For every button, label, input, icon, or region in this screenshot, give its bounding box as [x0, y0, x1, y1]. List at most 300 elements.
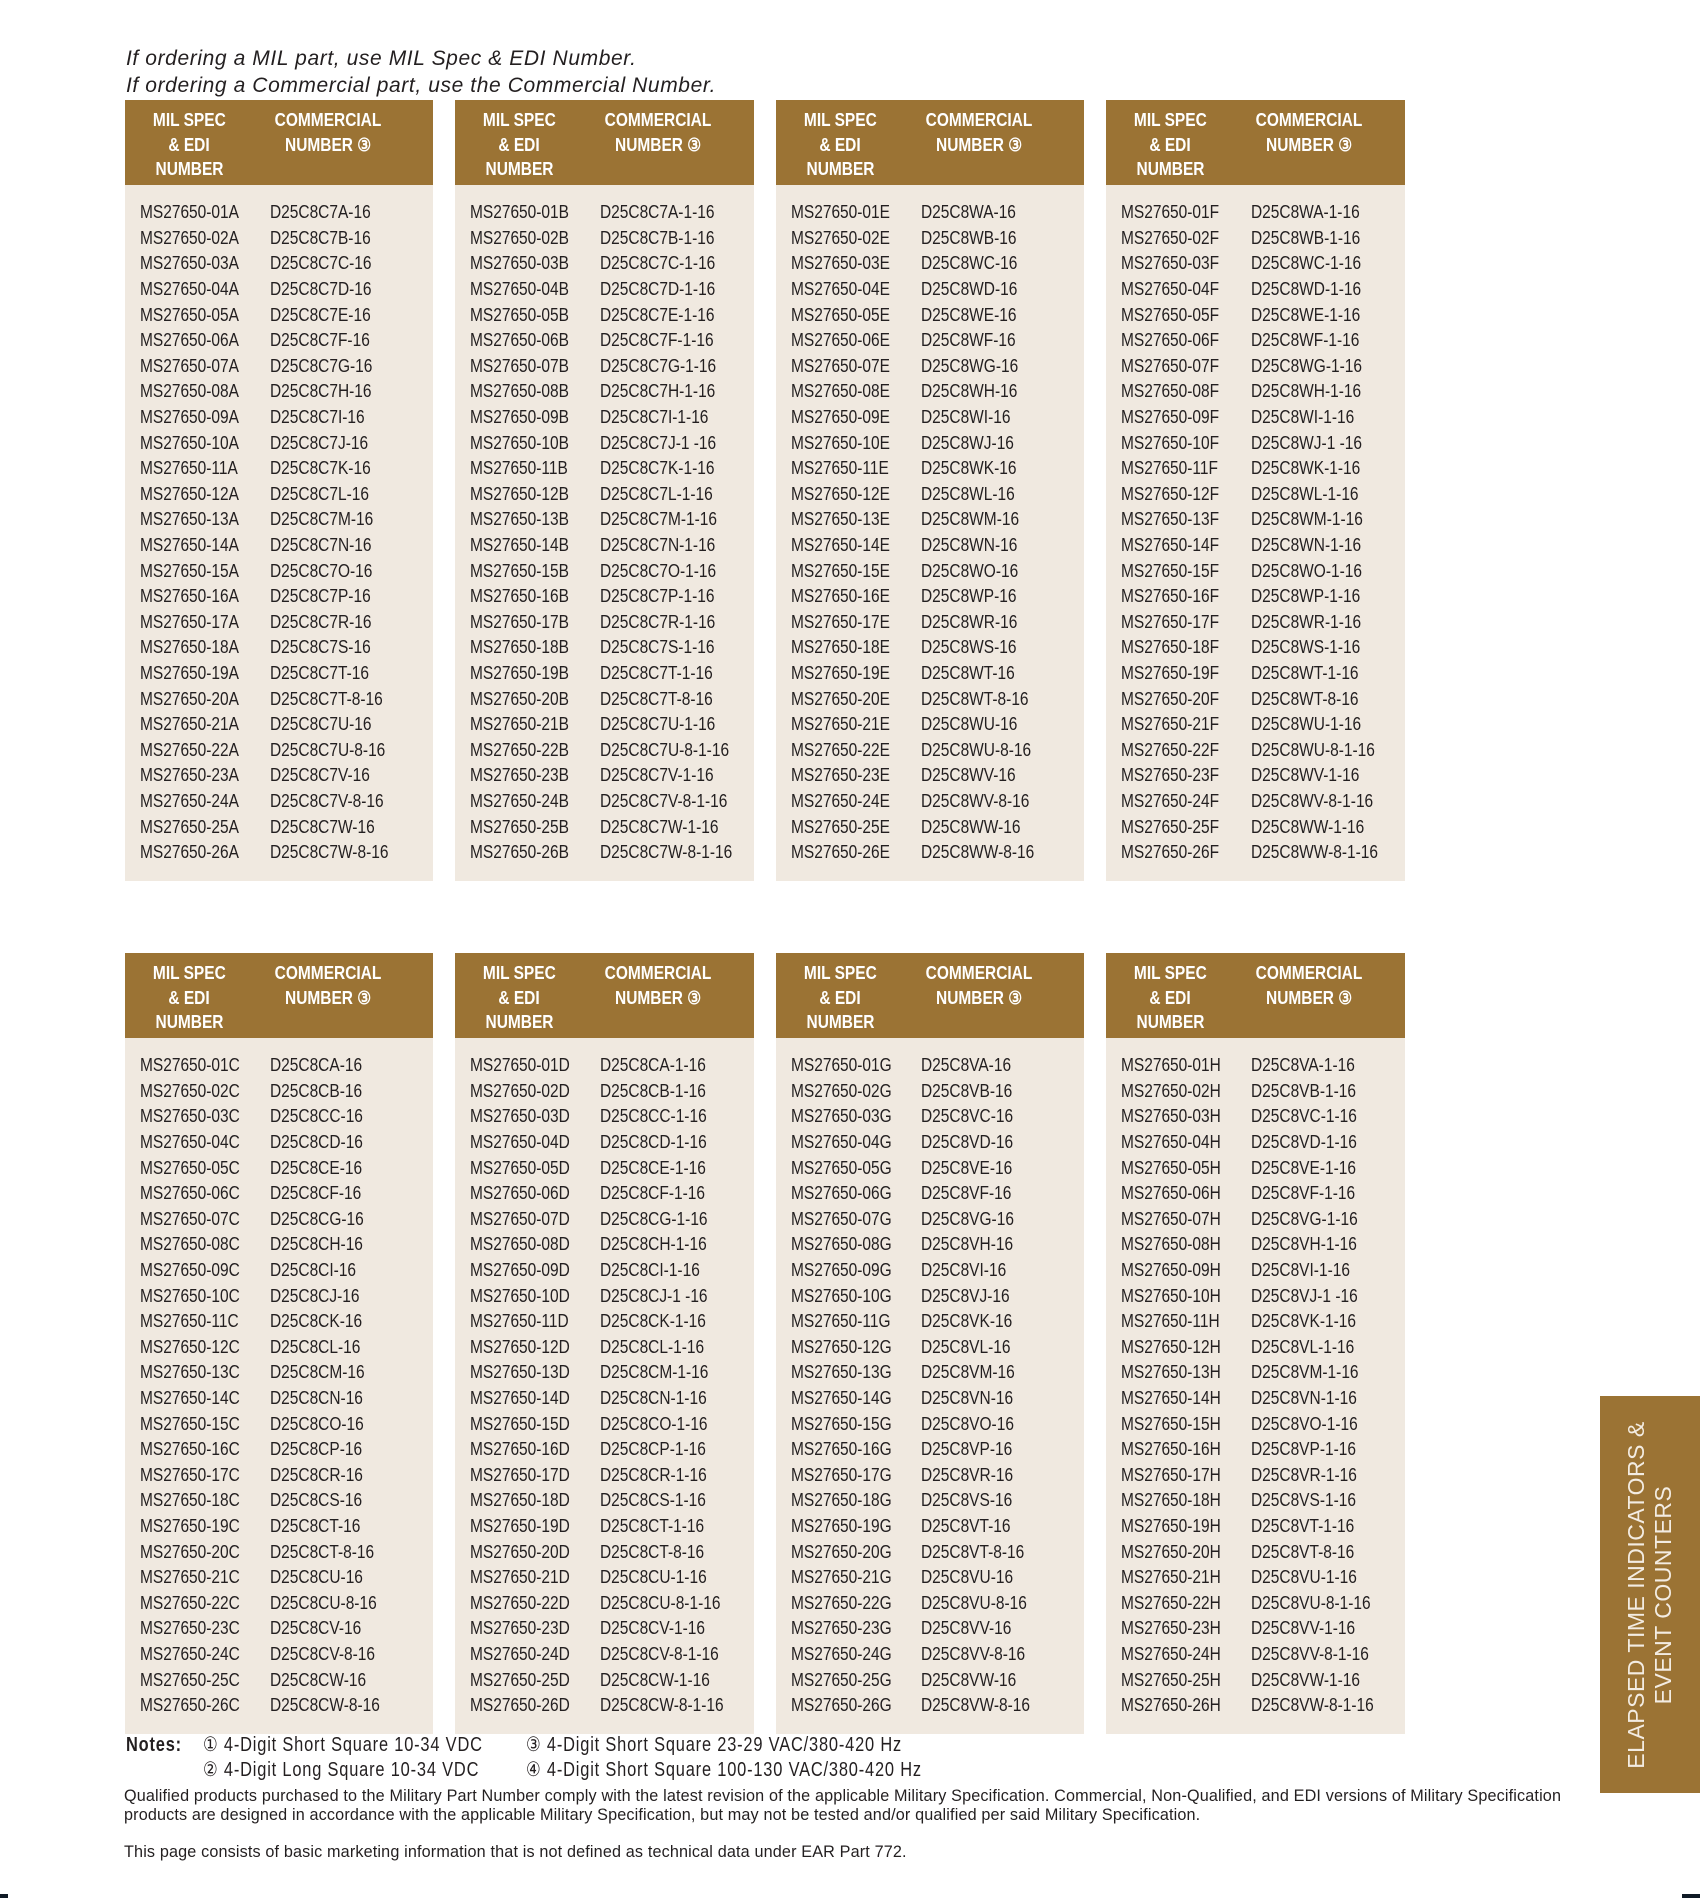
commercial-number: D25C8C7O-1-16 — [600, 560, 717, 581]
ordering-instruction-mil: If ordering a MIL part, use MIL Spec & EDI Number. — [126, 47, 637, 70]
commercial-number: D25C8CR-16 — [270, 1464, 363, 1485]
table-row — [776, 405, 1084, 431]
mil-spec-number: MS27650-09F — [1121, 407, 1220, 428]
commercial-number: D25C8CP-16 — [270, 1439, 363, 1460]
header-text: & EDI — [819, 134, 861, 155]
commercial-number: D25C8WM-1-16 — [1251, 509, 1363, 530]
table-row — [776, 1053, 1084, 1079]
mil-spec-number: MS27650-20G — [791, 1541, 892, 1562]
header-text: & EDI — [168, 134, 210, 155]
commercial-number: D25C8CU-16 — [270, 1567, 363, 1588]
mil-spec-number: MS27650-24F — [1121, 790, 1220, 811]
mil-spec-number: MS27650-25E — [791, 816, 890, 837]
table-row — [776, 763, 1084, 789]
mil-spec-number: MS27650-15D — [470, 1413, 570, 1434]
table-row — [455, 610, 754, 636]
table-row — [1106, 533, 1405, 559]
mil-spec-number: MS27650-24E — [791, 790, 890, 811]
table-row — [1106, 1283, 1405, 1309]
mil-spec-number: MS27650-11C — [140, 1311, 239, 1332]
commercial-number: D25C8C7W-8-16 — [270, 842, 389, 863]
commercial-number: D25C8VU-1-16 — [1251, 1567, 1357, 1588]
table-row — [776, 1335, 1084, 1361]
part-number-table-a — [125, 100, 433, 881]
table-header — [125, 100, 433, 185]
table-row — [455, 533, 754, 559]
mil-spec-number: MS27650-16H — [1121, 1439, 1221, 1460]
mil-spec-number: MS27650-03C — [140, 1106, 240, 1127]
commercial-number: D25C8C7I-16 — [270, 407, 365, 428]
commercial-number: D25C8WI-1-16 — [1251, 407, 1355, 428]
table-body — [125, 1038, 433, 1734]
commercial-number: D25C8CA-1-16 — [600, 1055, 706, 1076]
mil-spec-number: MS27650-26A — [140, 842, 239, 863]
table-row — [455, 507, 754, 533]
table-row — [1106, 661, 1405, 687]
mil-spec-number: MS27650-10C — [140, 1285, 240, 1306]
mil-spec-number: MS27650-23E — [791, 765, 890, 786]
table-row — [125, 354, 433, 380]
header-text: & EDI — [498, 134, 540, 155]
commercial-number: D25C8VU-16 — [921, 1567, 1014, 1588]
mil-spec-number: MS27650-01F — [1121, 202, 1220, 223]
commercial-number: D25C8C7W-1-16 — [600, 816, 719, 837]
table-row — [125, 1360, 433, 1386]
header-commercial-number — [1234, 100, 1384, 185]
commercial-number: D25C8CN-1-16 — [600, 1388, 707, 1409]
mil-spec-number: MS27650-18B — [470, 637, 569, 658]
table-row — [455, 1335, 754, 1361]
table-row — [455, 328, 754, 354]
table-row — [1106, 1565, 1405, 1591]
table-row — [455, 379, 754, 405]
commercial-number: D25C8VW-16 — [921, 1669, 1017, 1690]
commercial-number: D25C8C7K-16 — [270, 458, 371, 479]
table-row — [455, 814, 754, 840]
table-row — [125, 1181, 433, 1207]
mil-spec-number: MS27650-11H — [1121, 1311, 1220, 1332]
commercial-number: D25C8VR-16 — [921, 1464, 1014, 1485]
commercial-number: D25C8CA-16 — [270, 1055, 363, 1076]
notes-label: Notes: — [126, 1734, 182, 1756]
mil-spec-number: MS27650-05G — [791, 1157, 892, 1178]
mil-spec-number: MS27650-17F — [1121, 611, 1220, 632]
table-row — [776, 456, 1084, 482]
mil-spec-number: MS27650-04F — [1121, 279, 1220, 300]
table-row — [776, 1181, 1084, 1207]
header-text: NUMBER ③ — [1265, 987, 1353, 1008]
commercial-number: D25C8CU-1-16 — [600, 1567, 707, 1588]
table-row — [125, 558, 433, 584]
table-row — [776, 1258, 1084, 1284]
table-row — [776, 584, 1084, 610]
table-row — [1106, 1258, 1405, 1284]
mil-spec-number: MS27650-08H — [1121, 1234, 1221, 1255]
commercial-number: D25C8C7P-16 — [270, 586, 371, 607]
table-row — [125, 226, 433, 252]
table-header — [776, 100, 1084, 185]
mil-spec-number: MS27650-05B — [470, 304, 569, 325]
upper-tables-row — [125, 100, 1405, 881]
table-row — [776, 1539, 1084, 1565]
table-row — [125, 277, 433, 303]
header-text: COMMERCIAL — [1255, 110, 1363, 130]
mil-spec-number: MS27650-15G — [791, 1413, 892, 1434]
commercial-number: D25C8CV-8-16 — [270, 1643, 375, 1664]
table-row — [1106, 1693, 1405, 1719]
table-row — [455, 1437, 754, 1463]
table-row — [125, 1488, 433, 1514]
table-row — [125, 814, 433, 840]
commercial-number: D25C8CG-16 — [270, 1208, 364, 1229]
table-row — [455, 1386, 754, 1412]
table-row — [125, 379, 433, 405]
commercial-number: D25C8WT-16 — [921, 662, 1015, 683]
mil-spec-number: MS27650-07H — [1121, 1208, 1221, 1229]
commercial-number: D25C8C7R-16 — [270, 611, 372, 632]
header-mil-spec-edi-number — [455, 953, 583, 1038]
mil-spec-number: MS27650-26C — [140, 1695, 240, 1716]
table-row — [455, 1539, 754, 1565]
commercial-number: D25C8CM-1-16 — [600, 1362, 709, 1383]
mil-spec-number: MS27650-10A — [140, 432, 239, 453]
mil-spec-number: MS27650-23D — [470, 1618, 570, 1639]
part-number-table-d — [455, 953, 754, 1734]
header-text: COMMERCIAL — [274, 110, 382, 130]
mil-spec-number: MS27650-07D — [470, 1208, 570, 1229]
mil-spec-number: MS27650-03H — [1121, 1106, 1221, 1127]
commercial-number: D25C8CU-8-16 — [270, 1592, 377, 1613]
mil-spec-number: MS27650-19G — [791, 1515, 892, 1536]
table-row — [125, 635, 433, 661]
table-row — [455, 482, 754, 508]
mil-spec-number: MS27650-13G — [791, 1362, 892, 1383]
table-row — [1106, 1053, 1405, 1079]
commercial-number: D25C8WJ-16 — [921, 432, 1014, 453]
mil-spec-number: MS27650-20F — [1121, 688, 1220, 709]
commercial-number: D25C8VI-16 — [921, 1260, 1007, 1281]
mil-spec-number: MS27650-07A — [140, 355, 239, 376]
mil-spec-number: MS27650-14B — [470, 535, 569, 556]
commercial-number: D25C8VD-1-16 — [1251, 1132, 1357, 1153]
mil-spec-number: MS27650-21D — [470, 1567, 570, 1588]
mil-spec-number: MS27650-11B — [470, 458, 568, 479]
table-row — [776, 1514, 1084, 1540]
header-text: MIL SPEC — [803, 963, 877, 983]
commercial-number: D25C8VV-1-16 — [1251, 1618, 1356, 1639]
commercial-number: D25C8CV-1-16 — [600, 1618, 705, 1639]
mil-spec-number: MS27650-15B — [470, 560, 569, 581]
table-row — [1106, 1463, 1405, 1489]
mil-spec-number: MS27650-24G — [791, 1643, 892, 1664]
mil-spec-number: MS27650-19B — [470, 662, 569, 683]
mil-spec-number: MS27650-11F — [1121, 458, 1218, 479]
table-row — [1106, 1232, 1405, 1258]
commercial-number: D25C8VU-8-1-16 — [1251, 1592, 1371, 1613]
mil-spec-number: MS27650-12D — [470, 1336, 570, 1357]
commercial-number: D25C8CT-8-16 — [600, 1541, 705, 1562]
mil-spec-number: MS27650-04E — [791, 279, 890, 300]
table-row — [1106, 584, 1405, 610]
table-header — [1106, 100, 1405, 185]
mil-spec-number: MS27650-06H — [1121, 1183, 1221, 1204]
commercial-number: D25C8C7G-16 — [270, 355, 373, 376]
mil-spec-number: MS27650-06B — [470, 330, 569, 351]
table-header — [455, 100, 754, 185]
mil-spec-number: MS27650-12C — [140, 1336, 240, 1357]
mil-spec-number: MS27650-25H — [1121, 1669, 1221, 1690]
table-row — [1106, 840, 1405, 866]
header-text: MIL SPEC — [152, 963, 226, 983]
table-row — [125, 302, 433, 328]
mil-spec-number: MS27650-23G — [791, 1618, 892, 1639]
table-row — [776, 1232, 1084, 1258]
table-row — [1106, 328, 1405, 354]
mil-spec-number: MS27650-23B — [470, 765, 569, 786]
table-row — [1106, 1155, 1405, 1181]
table-row — [1106, 1667, 1405, 1693]
table-row — [125, 1130, 433, 1156]
mil-spec-number: MS27650-24D — [470, 1643, 570, 1664]
commercial-number: D25C8WT-8-16 — [921, 688, 1029, 709]
mil-spec-number: MS27650-22E — [791, 739, 890, 760]
mil-spec-number: MS27650-19E — [791, 662, 890, 683]
commercial-number: D25C8VD-16 — [921, 1132, 1014, 1153]
header-text: NUMBER — [155, 159, 223, 179]
mil-spec-number: MS27650-12G — [791, 1336, 892, 1357]
commercial-number: D25C8WE-16 — [921, 304, 1017, 325]
crop-mark-right — [1682, 1894, 1700, 1898]
mil-spec-number: MS27650-11D — [470, 1311, 569, 1332]
mil-spec-number: MS27650-04H — [1121, 1132, 1221, 1153]
mil-spec-number: MS27650-04D — [470, 1132, 570, 1153]
mil-spec-number: MS27650-24H — [1121, 1643, 1221, 1664]
commercial-number: D25C8C7F-1-16 — [600, 330, 714, 351]
commercial-number: D25C8C7V-1-16 — [600, 765, 714, 786]
table-body — [1106, 185, 1405, 881]
commercial-number: D25C8VV-8-16 — [921, 1643, 1026, 1664]
note-3: ③ 4-Digit Short Square 23-29 VAC/380-420 Hz — [526, 1734, 903, 1756]
mil-spec-number: MS27650-04C — [140, 1132, 240, 1153]
mil-spec-number: MS27650-18G — [791, 1490, 892, 1511]
header-text: COMMERCIAL — [274, 963, 382, 983]
commercial-number: D25C8C7J-16 — [270, 432, 369, 453]
mil-spec-number: MS27650-15H — [1121, 1413, 1221, 1434]
table-row — [125, 1539, 433, 1565]
mil-spec-number: MS27650-22D — [470, 1592, 570, 1613]
mil-spec-number: MS27650-13B — [470, 509, 569, 530]
commercial-number: D25C8VT-8-16 — [1251, 1541, 1355, 1562]
commercial-number: D25C8WU-1-16 — [1251, 714, 1362, 735]
table-row — [455, 712, 754, 738]
mil-spec-number: MS27650-18F — [1121, 637, 1220, 658]
header-commercial-number — [904, 953, 1054, 1038]
commercial-number: D25C8C7M-16 — [270, 509, 374, 530]
table-row — [455, 1514, 754, 1540]
table-row — [125, 405, 433, 431]
header-text: & EDI — [1149, 987, 1191, 1008]
commercial-number: D25C8C7V-16 — [270, 765, 370, 786]
table-row — [455, 635, 754, 661]
mil-spec-number: MS27650-03A — [140, 253, 239, 274]
commercial-number: D25C8C7E-1-16 — [600, 304, 715, 325]
header-text: & EDI — [498, 987, 540, 1008]
table-row — [125, 686, 433, 712]
commercial-number: D25C8CM-16 — [270, 1362, 365, 1383]
commercial-number: D25C8C7T-8-16 — [270, 688, 383, 709]
commercial-number: D25C8C7R-1-16 — [600, 611, 716, 632]
mil-spec-number: MS27650-17C — [140, 1464, 240, 1485]
commercial-number: D25C8CL-1-16 — [600, 1336, 705, 1357]
commercial-number: D25C8CS-1-16 — [600, 1490, 706, 1511]
table-row — [455, 1104, 754, 1130]
commercial-number: D25C8C7U-1-16 — [600, 714, 716, 735]
header-mil-spec-edi-number — [125, 100, 253, 185]
table-row — [1106, 1642, 1405, 1668]
table-row — [1106, 430, 1405, 456]
side-tab-line-1: ELAPSED TIME INDICATORS & — [1623, 1420, 1649, 1769]
mil-spec-number: MS27650-14D — [470, 1388, 570, 1409]
mil-spec-number: MS27650-21C — [140, 1567, 240, 1588]
header-commercial-number — [253, 100, 403, 185]
commercial-number: D25C8WN-16 — [921, 535, 1018, 556]
table-row — [125, 533, 433, 559]
commercial-number: D25C8VA-16 — [921, 1055, 1012, 1076]
commercial-number: D25C8C7D-16 — [270, 279, 372, 300]
table-row — [1106, 1539, 1405, 1565]
commercial-number: D25C8C7N-1-16 — [600, 535, 716, 556]
commercial-number: D25C8C7A-16 — [270, 202, 371, 223]
mil-spec-number: MS27650-18C — [140, 1490, 240, 1511]
table-row — [125, 200, 433, 226]
table-row — [776, 814, 1084, 840]
table-row — [776, 1130, 1084, 1156]
commercial-number: D25C8CE-1-16 — [600, 1157, 706, 1178]
mil-spec-number: MS27650-06F — [1121, 330, 1220, 351]
table-row — [455, 251, 754, 277]
header-text: NUMBER ③ — [614, 134, 702, 155]
commercial-number: D25C8CT-8-16 — [270, 1541, 375, 1562]
mil-spec-number: MS27650-14C — [140, 1388, 240, 1409]
mil-spec-number: MS27650-13F — [1121, 509, 1220, 530]
mil-spec-number: MS27650-15A — [140, 560, 239, 581]
mil-spec-number: MS27650-08F — [1121, 381, 1220, 402]
header-text: COMMERCIAL — [604, 963, 712, 983]
mil-spec-number: MS27650-10E — [791, 432, 890, 453]
commercial-number: D25C8WJ-1 -16 — [1251, 432, 1362, 453]
commercial-number: D25C8VP-16 — [921, 1439, 1013, 1460]
mil-spec-number: MS27650-09B — [470, 407, 569, 428]
table-row — [776, 354, 1084, 380]
table-row — [125, 1616, 433, 1642]
commercial-number: D25C8WC-1-16 — [1251, 253, 1362, 274]
mil-spec-number: MS27650-20C — [140, 1541, 240, 1562]
commercial-number: D25C8WD-16 — [921, 279, 1018, 300]
mil-spec-number: MS27650-20E — [791, 688, 890, 709]
table-row — [1106, 1335, 1405, 1361]
table-row — [455, 686, 754, 712]
table-row — [125, 430, 433, 456]
mil-spec-number: MS27650-21A — [140, 714, 239, 735]
commercial-number: D25C8WV-8-16 — [921, 790, 1030, 811]
mil-spec-number: MS27650-11E — [791, 458, 889, 479]
ordering-instructions — [126, 45, 716, 99]
commercial-number: D25C8VT-16 — [921, 1515, 1011, 1536]
table-body — [125, 185, 433, 881]
commercial-number: D25C8CI-1-16 — [600, 1260, 700, 1281]
mil-spec-number: MS27650-19C — [140, 1515, 240, 1536]
table-row — [776, 226, 1084, 252]
table-row — [776, 1283, 1084, 1309]
commercial-number: D25C8WF-16 — [921, 330, 1016, 351]
table-row — [1106, 1360, 1405, 1386]
mil-spec-number: MS27650-17E — [791, 611, 890, 632]
part-number-table-g — [776, 953, 1084, 1734]
commercial-number: D25C8C7B-1-16 — [600, 227, 715, 248]
table-row — [1106, 1386, 1405, 1412]
commercial-number: D25C8VK-1-16 — [1251, 1311, 1356, 1332]
table-row — [455, 277, 754, 303]
commercial-number: D25C8WC-16 — [921, 253, 1018, 274]
commercial-number: D25C8WL-16 — [921, 483, 1015, 504]
mil-spec-number: MS27650-12H — [1121, 1336, 1221, 1357]
table-row — [776, 302, 1084, 328]
table-row — [776, 1693, 1084, 1719]
table-row — [776, 1437, 1084, 1463]
mil-spec-number: MS27650-22F — [1121, 739, 1220, 760]
commercial-number: D25C8C7S-16 — [270, 637, 371, 658]
table-row — [455, 1463, 754, 1489]
mil-spec-number: MS27650-25G — [791, 1669, 892, 1690]
commercial-number: D25C8VH-1-16 — [1251, 1234, 1357, 1255]
header-text: MIL SPEC — [482, 963, 556, 983]
mil-spec-number: MS27650-17B — [470, 611, 569, 632]
mil-spec-number: MS27650-05H — [1121, 1157, 1221, 1178]
mil-spec-number: MS27650-21F — [1121, 714, 1220, 735]
mil-spec-number: MS27650-15C — [140, 1413, 240, 1434]
table-row — [125, 1335, 433, 1361]
mil-spec-number: MS27650-01H — [1121, 1055, 1221, 1076]
mil-spec-number: MS27650-09D — [470, 1260, 570, 1281]
mil-spec-number: MS27650-09E — [791, 407, 890, 428]
mil-spec-number: MS27650-05E — [791, 304, 890, 325]
table-row — [1106, 405, 1405, 431]
mil-spec-number: MS27650-08A — [140, 381, 239, 402]
commercial-number: D25C8CI-16 — [270, 1260, 357, 1281]
header-mil-spec-edi-number — [776, 100, 904, 185]
mil-spec-number: MS27650-25F — [1121, 816, 1220, 837]
mil-spec-number: MS27650-22C — [140, 1592, 240, 1613]
mil-spec-number: MS27650-16F — [1121, 586, 1220, 607]
mil-spec-number: MS27650-01E — [791, 202, 890, 223]
table-body — [776, 185, 1084, 881]
table-row — [125, 1693, 433, 1719]
table-row — [1106, 763, 1405, 789]
table-row — [776, 1155, 1084, 1181]
commercial-number: D25C8C7T-16 — [270, 662, 369, 683]
commercial-number: D25C8WF-1-16 — [1251, 330, 1360, 351]
table-row — [1106, 712, 1405, 738]
table-row — [776, 533, 1084, 559]
table-row — [455, 789, 754, 815]
mil-spec-number: MS27650-26D — [470, 1695, 570, 1716]
table-row — [1106, 482, 1405, 508]
table-row — [455, 1488, 754, 1514]
header-mil-spec-edi-number — [125, 953, 253, 1038]
mil-spec-number: MS27650-22G — [791, 1592, 892, 1613]
commercial-number: D25C8VS-16 — [921, 1490, 1013, 1511]
mil-spec-number: MS27650-10D — [470, 1285, 570, 1306]
